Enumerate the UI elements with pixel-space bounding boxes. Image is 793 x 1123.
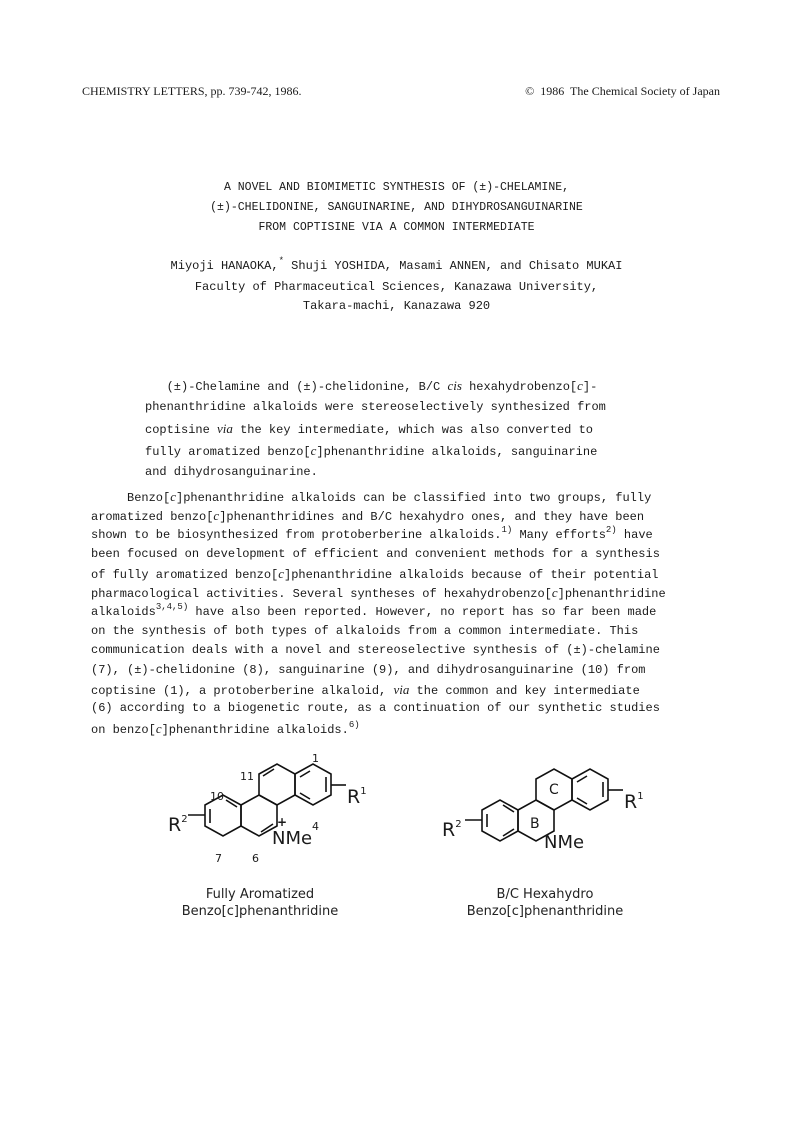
title-line-3: FROM COPTISINE VIA A COMMON INTERMEDIATE <box>258 221 535 234</box>
locant-6: 6 <box>252 852 259 865</box>
journal-citation: CHEMISTRY LETTERS, pp. 739-742, 1986. <box>82 84 302 98</box>
author-list <box>0 256 793 273</box>
body-line: been focused on development of efficient and convenient methods for a synthesis <box>91 546 660 561</box>
locant-7: 7 <box>215 852 222 865</box>
ring-b-label: B <box>530 816 540 832</box>
locant-10: 10 <box>210 790 224 803</box>
body-line: on the synthesis of both types of alkaloids from a common intermediate. This <box>91 624 639 639</box>
abstract <box>145 375 665 483</box>
body-paragraph <box>91 487 711 738</box>
body-line: aromatized benzo[c]phenanthridines and B/C hexahydro ones, and they have been <box>91 508 645 525</box>
abstract-line: coptisine via the key intermediate, which was also converted to <box>145 421 593 438</box>
r2-substituent-hexahydro: $R^2$ <box>442 819 462 841</box>
body-line: pharmacological activities. Several syntheses of hexahydrobenzo[c]phenanthridine <box>91 585 666 602</box>
copyright-notice: © 1986 The Chemical Society of Japan <box>525 84 720 98</box>
body-line: on benzo[c]phenanthridine alkaloids.$^{6)}$ <box>91 719 360 737</box>
body-line: (7), (±)-chelidonine (8), sanguinarine (9), and dihydrosanguinarine (10) from <box>91 662 646 677</box>
abstract-line: phenanthridine alkaloids were stereoselectively synthesized from <box>145 399 606 414</box>
affiliation-line-1: Faculty of Pharmaceutical Sciences, Kanazawa University, <box>194 280 599 294</box>
locant-11: 11 <box>240 770 254 783</box>
citation-ref: 6) <box>348 719 360 730</box>
body-line: communication deals with a novel and stereoselective synthesis of (±)-chelamine <box>91 643 660 658</box>
author-first: Miyoji HANAOKA, <box>170 259 279 273</box>
title-line-2: (±)-CHELIDONINE, SANGUINARINE, AND DIHYDROSANGUINARINE <box>210 201 583 214</box>
structure-figures <box>160 752 680 925</box>
locant-4: 4 <box>312 820 319 833</box>
author-rest: Shuji YOSHIDA, Masami ANNEN, and Chisato MUKAI <box>283 259 623 273</box>
r2-substituent: $R^2$ <box>168 814 188 836</box>
body-line: coptisine (1), a protoberberine alkaloid, via the common and key intermediate <box>91 681 640 698</box>
abstract-line: and dihydrosanguinarine. <box>145 464 318 479</box>
body-line: (6) according to a biogenetic route, as a continuation of our synthetic studies <box>91 701 660 716</box>
abstract-line: (±)-Chelamine and (±)-chelidonine, B/C cis hexahydrobenzo[c]- <box>145 378 598 394</box>
chemical-structures-svg <box>160 760 680 880</box>
citation-ref: 3,4,5) <box>155 601 189 612</box>
n-methyl-label: NMe <box>272 828 313 849</box>
locant-1: 1 <box>312 752 319 765</box>
caption-hexahydro: B/C Hexahydro Benzo[c]phenanthridine <box>466 887 624 919</box>
ring-c-label: C <box>549 782 559 798</box>
n-methyl-label-hexahydro: NMe <box>544 832 585 853</box>
body-line: of fully aromatized benzo[c]phenanthridine alkaloids because of their potential <box>91 566 659 583</box>
body-line: Benzo[c]phenanthridine alkaloids can be classified into two groups, fully <box>91 489 652 505</box>
abstract-line: fully aromatized benzo[c]phenanthridine alkaloids, sanguinarine <box>145 443 598 460</box>
citation-ref: 2) <box>605 524 617 535</box>
r1-substituent: $R^1$ <box>347 786 367 808</box>
page-header <box>0 84 793 102</box>
positive-charge: + <box>277 815 288 829</box>
hexahydro-skeleton <box>465 769 623 841</box>
body-line: shown to be biosynthesized from protoberberine alkaloids.$^{1)}$ Many efforts$^{2)}$ have <box>91 524 653 542</box>
body-line: alkaloids$^{3,4,5)}$ have also been reported. However, no report has so far been made <box>91 601 657 619</box>
citation-ref: 1) <box>501 524 513 535</box>
affiliation-line-2: Takara-machi, Kanazawa 920 <box>302 299 491 313</box>
corresponding-star: * <box>278 256 284 266</box>
caption-fully-aromatized: Fully Aromatized Benzo[c]phenanthridine <box>181 887 339 919</box>
title-line-1: A NOVEL AND BIOMIMETIC SYNTHESIS OF (±)-CHELAMINE, <box>223 181 570 194</box>
r1-substituent-hexahydro: $R^1$ <box>624 791 644 813</box>
